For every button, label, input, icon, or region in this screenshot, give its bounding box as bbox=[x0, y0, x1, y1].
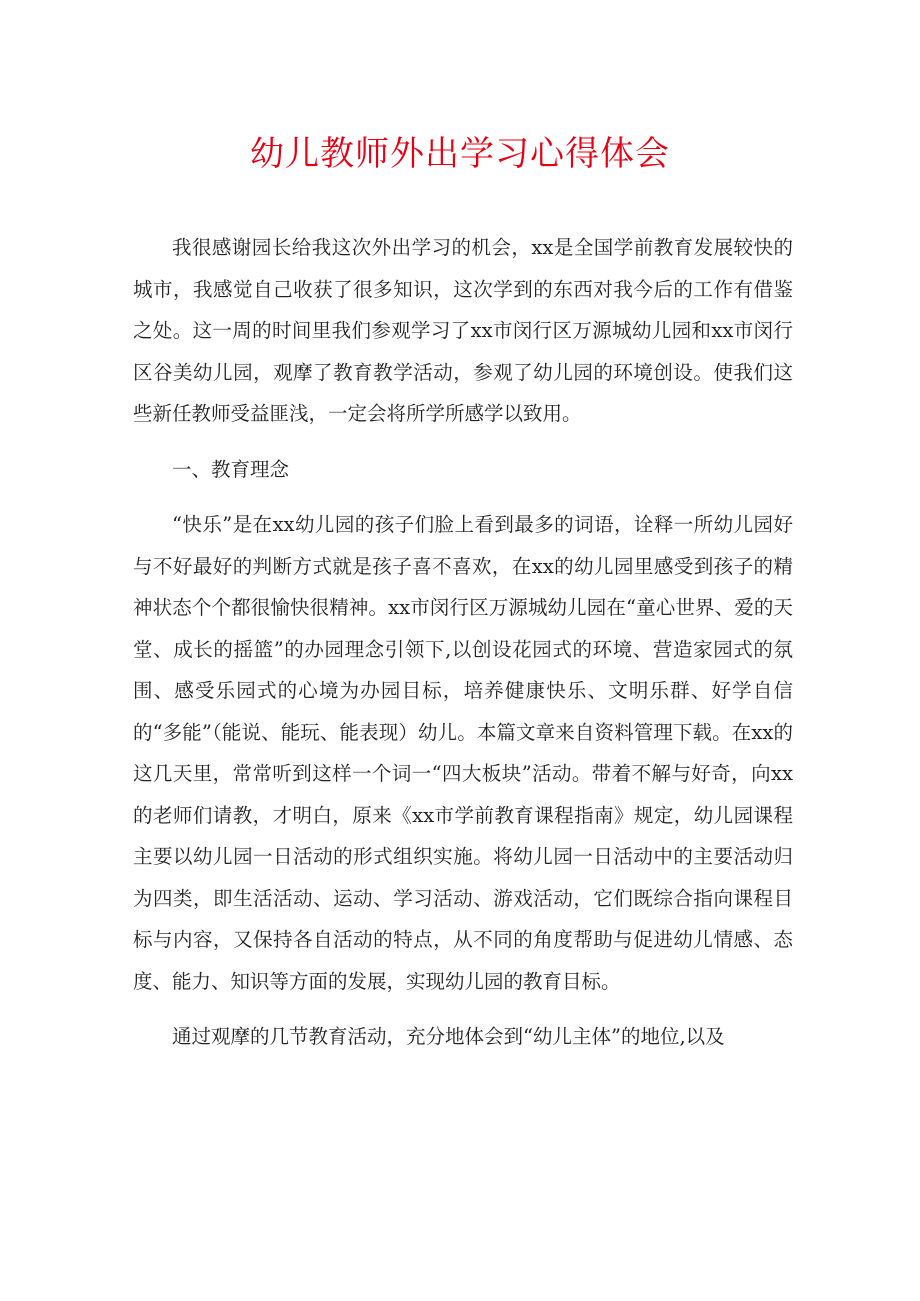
section-heading: 一、教育理念 bbox=[172, 457, 290, 481]
paragraph-spacer bbox=[133, 435, 793, 449]
paragraph-intro: 我很感谢园长给我这次外出学习的机会，xx是全国学前教育发展较快的城市，我感觉自己收获了很多知识，这次学到的东西对我今后的工作有借鉴之处。这一周的时间里我们参观学习了xx市闵行区万源城幼儿园和xx市闵行区谷美幼儿园，观摩了教育教学活动，参观了幼儿园的环境创设。使我们这些新任教师受益匪浅，一定会将所学所感学以致用。 bbox=[133, 236, 793, 425]
paragraph-spacer bbox=[133, 1002, 793, 1016]
paragraph-education-philosophy: “快乐”是在xx幼儿园的孩子们脸上看到最多的词语，诠释一所幼儿园好与不好最好的判断方式就是孩子喜不喜欢，在xx的幼儿园里感受到孩子的精神状态个个都很愉快很精神。xx市闵行区万源城幼儿园在“童心世界、爱的天堂、成长的摇篮”的办园理念引领下,以创设花园式的环境、营造家园式的氛围、感受乐园式的心境为办园目标，培养健康快乐、文明乐群、好学自信的“多能”（能说、能玩、能表现）幼儿。本篇文章来自资料管理下载。在xx的这几天里，常常听到这样一个词一“四大板块”活动。带着不解与好奇，向xx的老师们请教，才明白，原来《xx市学前教育课程指南》规定，幼儿园课程主要以幼儿园一日活动的形式组织实施。将幼儿园一日活动中的主要活动归为四类，即生活活动、运动、学习活动、游戏活动，它们既综合指向课程目标与内容，又保持各自活动的特点，从不同的角度帮助与促进幼儿情感、态度、能力、知识等方面的发展，实现幼儿园的教育目标。 bbox=[133, 513, 793, 993]
document-title: 幼儿教师外出学习心得体会 bbox=[250, 134, 670, 174]
document-body bbox=[133, 227, 793, 1058]
paragraph-spacer bbox=[133, 490, 793, 504]
paragraph-observation: 通过观摩的几节教育活动，充分地体会到“幼儿主体”的地位,以及 bbox=[172, 1025, 725, 1048]
